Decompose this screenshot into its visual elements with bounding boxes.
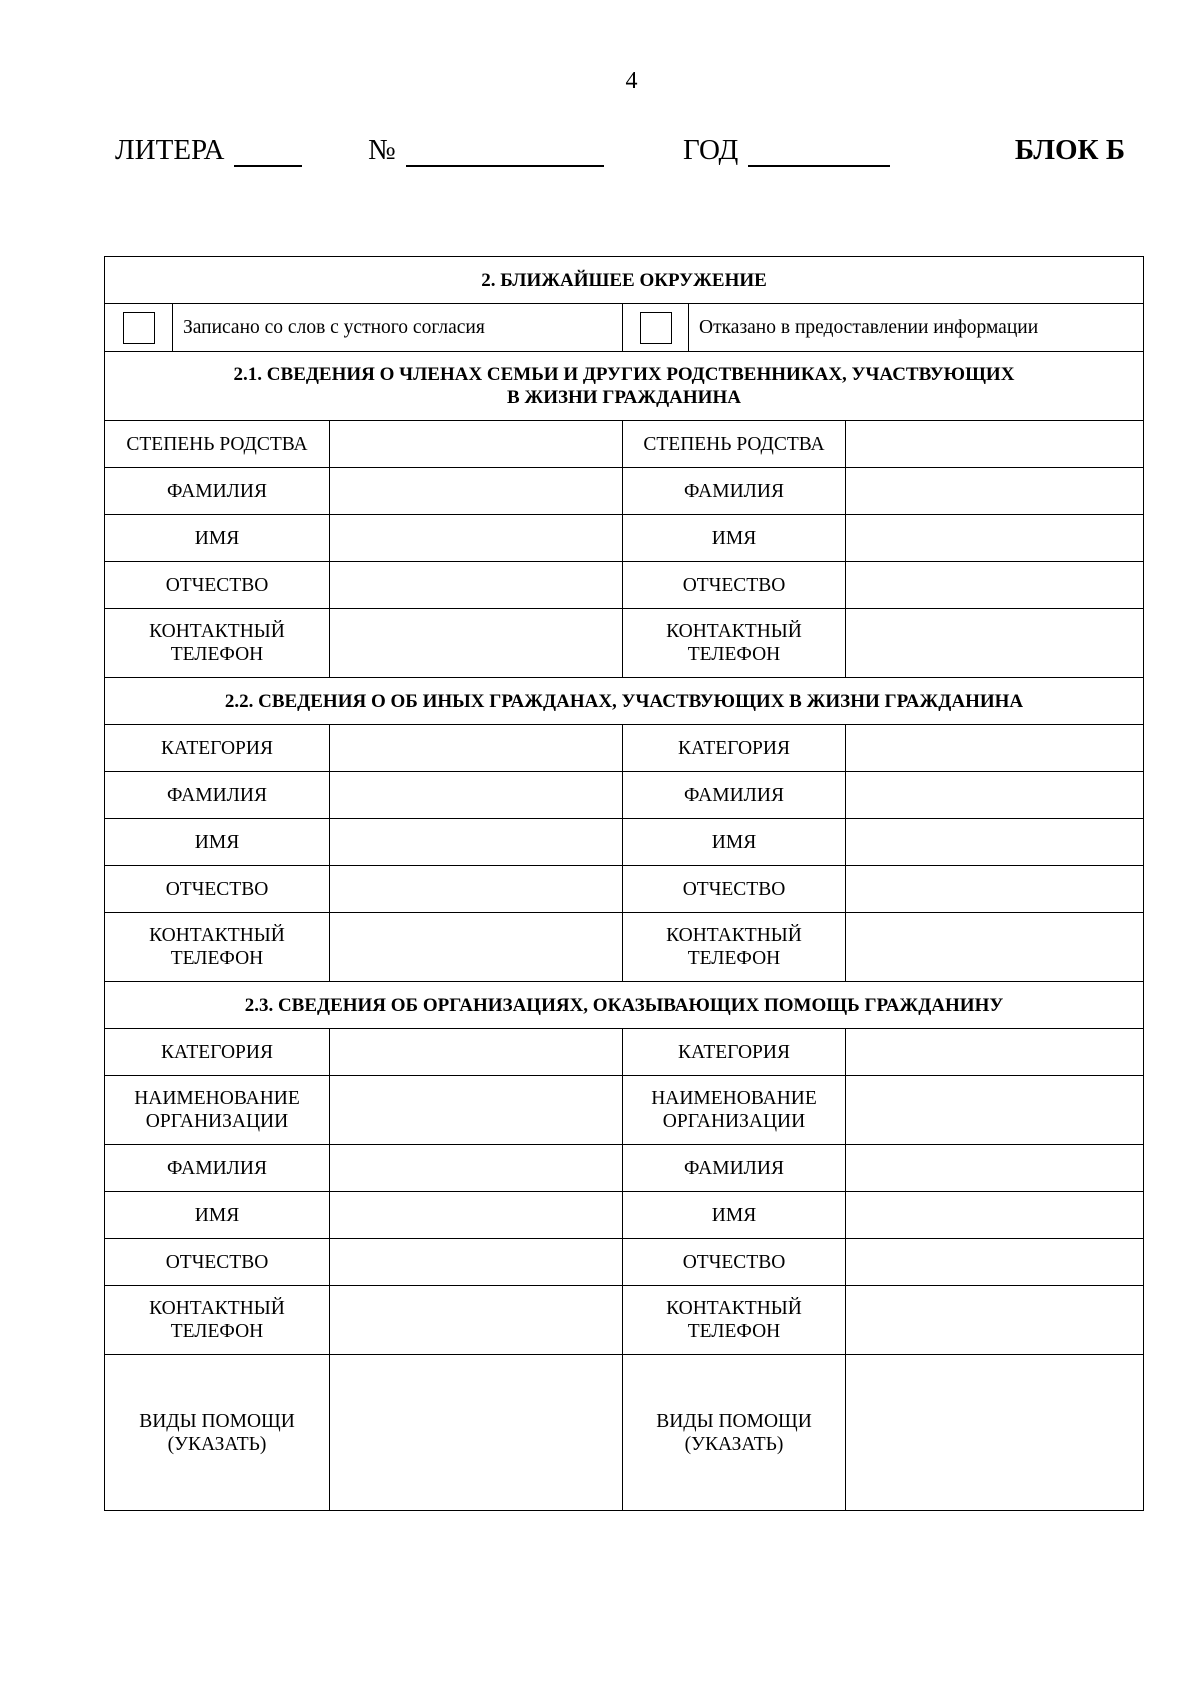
other-citizen-label-line1: ИМЯ [194,831,240,853]
relative-row [105,515,1144,562]
other-citizen-label-line1: КОНТАКТНЫЙ [149,925,285,946]
page-number: 4 [625,68,638,94]
organization-label-right [623,1029,846,1076]
other-citizen-row [105,866,1144,913]
organization-label-line1: ФАМИЛИЯ [167,1157,267,1179]
organization-label-line1: ИМЯ [711,1204,757,1226]
year-field [683,134,890,167]
organization-label-left [105,1192,330,1239]
other-citizen-label-left [105,819,330,866]
organization-value-cell-right[interactable] [846,1145,1144,1192]
organization-label-left [105,1355,330,1511]
organization-value-cell-right[interactable] [846,1286,1144,1355]
organization-row [105,1076,1144,1145]
other-citizen-label-left [105,913,330,982]
organization-value-cell-left[interactable] [330,1192,623,1239]
consent-refused-checkbox-cell[interactable] [623,304,689,352]
other-citizen-value-cell-left[interactable] [330,819,623,866]
relative-label-line2: ТЕЛЕФОН [687,644,781,665]
section-2-title: 2. БЛИЖАЙШЕЕ ОКРУЖЕНИЕ [105,257,1144,304]
relative-label-line1: ФАМИЛИЯ [167,480,267,502]
relative-label-line2: ТЕЛЕФОН [170,644,264,665]
number-field [368,134,604,167]
other-citizen-label-right [623,866,846,913]
organization-value-cell-left[interactable] [330,1239,623,1286]
relative-value-cell-left[interactable] [330,562,623,609]
relative-row [105,609,1144,678]
other-citizen-row [105,819,1144,866]
organization-label-line1: ФАМИЛИЯ [684,1157,784,1179]
organization-label-line2: (УКАЗАТЬ) [684,1433,784,1455]
other-citizen-value-cell-left[interactable] [330,772,623,819]
section-2-title-row [105,257,1144,304]
organization-label-line1: НАИМЕНОВАНИЕ [134,1088,300,1109]
relative-value-cell-right[interactable] [846,609,1144,678]
organization-label-left [105,1239,330,1286]
other-citizen-label-right [623,913,846,982]
organization-label-right [623,1286,846,1355]
other-citizen-value-cell-left[interactable] [330,725,623,772]
other-citizen-label-line1: ФАМИЛИЯ [684,784,784,806]
relative-label-line1: ФАМИЛИЯ [684,480,784,502]
organization-label-line1: КАТЕГОРИЯ [160,1041,273,1063]
relative-label-left [105,562,330,609]
other-citizen-label-right [623,772,846,819]
organization-value-cell-right[interactable] [846,1029,1144,1076]
relative-label-line1: СТЕПЕНЬ РОДСТВА [643,433,825,455]
organization-value-cell-right[interactable] [846,1192,1144,1239]
organization-label-line1: ОТЧЕСТВО [682,1251,786,1273]
other-citizen-label-right [623,725,846,772]
organization-value-cell-left[interactable] [330,1145,623,1192]
other-citizen-value-cell-left[interactable] [330,866,623,913]
organization-label-left [105,1076,330,1145]
consent-recorded-checkbox[interactable] [123,312,155,344]
organization-label-left [105,1145,330,1192]
consent-refused-checkbox[interactable] [640,312,672,344]
number-input-line[interactable] [406,137,604,167]
year-label: ГОД [683,134,739,166]
relative-value-cell-right[interactable] [846,562,1144,609]
relative-row [105,421,1144,468]
relative-value-cell-right[interactable] [846,421,1144,468]
organization-label-line1: ОТЧЕСТВО [165,1251,269,1273]
relative-label-left [105,515,330,562]
relative-value-cell-right[interactable] [846,515,1144,562]
relative-label-right [623,468,846,515]
section-2-1-title [105,352,1144,421]
relative-label-line1: КОНТАКТНЫЙ [666,621,802,642]
section-2-1-title-line1: 2.1. СВЕДЕНИЯ О ЧЛЕНАХ СЕМЬИ И ДРУГИХ РОДСТВЕННИКАХ, УЧАСТВУЮЩИХ [233,364,1015,385]
relative-label-line1: СТЕПЕНЬ РОДСТВА [126,433,308,455]
organization-label-right [623,1239,846,1286]
organization-value-cell-right[interactable] [846,1355,1144,1511]
organization-label-line1: КАТЕГОРИЯ [677,1041,790,1063]
other-citizen-label-line1: КОНТАКТНЫЙ [666,925,802,946]
relative-row [105,468,1144,515]
section-2-2-title-row [105,678,1144,725]
relative-value-cell-left[interactable] [330,421,623,468]
other-citizen-label-line1: КАТЕГОРИЯ [677,737,790,759]
organization-row [105,1286,1144,1355]
relative-label-line1: ИМЯ [194,527,240,549]
other-citizen-value-cell-right[interactable] [846,866,1144,913]
relative-label-right [623,515,846,562]
relative-label-line1: ИМЯ [711,527,757,549]
other-citizen-label-line1: ФАМИЛИЯ [167,784,267,806]
other-citizen-label-line1: КАТЕГОРИЯ [160,737,273,759]
organization-label-right [623,1355,846,1511]
other-citizen-label-left [105,772,330,819]
litera-input-line[interactable] [234,137,302,167]
organization-label-right [623,1145,846,1192]
year-input-line[interactable] [748,137,890,167]
relative-label-right [623,421,846,468]
organization-label-line1: ВИДЫ ПОМОЩИ [656,1410,812,1432]
organization-row [105,1355,1144,1511]
section-2-1-title-row [105,352,1144,421]
organization-label-line2: (УКАЗАТЬ) [167,1433,267,1455]
other-citizen-label-left [105,725,330,772]
organization-row [105,1145,1144,1192]
relative-value-cell-left[interactable] [330,468,623,515]
other-citizen-row [105,725,1144,772]
relative-label-left [105,609,330,678]
other-citizen-value-cell-left[interactable] [330,913,623,982]
organization-label-line1: ВИДЫ ПОМОЩИ [139,1410,295,1432]
relative-label-left [105,468,330,515]
relative-label-line1: КОНТАКТНЫЙ [149,621,285,642]
section-2-3-title: 2.3. СВЕДЕНИЯ ОБ ОРГАНИЗАЦИЯХ, ОКАЗЫВАЮЩИХ ПОМОЩЬ ГРАЖДАНИНУ [105,982,1144,1029]
other-citizen-row [105,772,1144,819]
organization-label-left [105,1286,330,1355]
litera-field [115,134,302,167]
form-header [115,134,1125,174]
organization-label-line2: ОРГАНИЗАЦИИ [145,1111,289,1132]
other-citizen-row [105,913,1144,982]
organization-value-cell-left[interactable] [330,1076,623,1145]
consent-refused-label: Отказано в предоставлении информации [689,304,1144,352]
organization-value-cell-left[interactable] [330,1355,623,1511]
litera-label: ЛИТЕРА [115,134,225,166]
other-citizen-value-cell-right[interactable] [846,772,1144,819]
organization-label-line1: ИМЯ [194,1204,240,1226]
other-citizen-label-line1: ОТЧЕСТВО [165,878,269,900]
organization-label-right [623,1076,846,1145]
other-citizen-label-line2: ТЕЛЕФОН [170,948,264,969]
relative-value-cell-left[interactable] [330,609,623,678]
organization-label-line1: КОНТАКТНЫЙ [149,1298,285,1319]
relative-label-right [623,609,846,678]
relative-label-line1: ОТЧЕСТВО [165,574,269,596]
consent-recorded-label: Записано со слов с устного согласия [173,304,623,352]
other-citizen-label-line1: ОТЧЕСТВО [682,878,786,900]
organization-row [105,1029,1144,1076]
organization-value-cell-right[interactable] [846,1239,1144,1286]
other-citizen-label-line1: ИМЯ [711,831,757,853]
other-citizen-value-cell-right[interactable] [846,725,1144,772]
relative-row [105,562,1144,609]
consent-recorded-checkbox-cell[interactable] [105,304,173,352]
section-2-2-title: 2.2. СВЕДЕНИЯ О ОБ ИНЫХ ГРАЖДАНАХ, УЧАСТВУЮЩИХ В ЖИЗНИ ГРАЖДАНИНА [105,678,1144,725]
organization-value-cell-right[interactable] [846,1076,1144,1145]
organization-label-line2: ТЕЛЕФОН [687,1321,781,1342]
other-citizen-value-cell-right[interactable] [846,819,1144,866]
organization-label-left [105,1029,330,1076]
other-citizen-label-left [105,866,330,913]
organization-value-cell-left[interactable] [330,1286,623,1355]
organization-row [105,1239,1144,1286]
consent-row [105,304,1144,352]
organization-label-line1: КОНТАКТНЫЙ [666,1298,802,1319]
relative-value-cell-right[interactable] [846,468,1144,515]
environment-form-table [104,256,1144,1511]
organization-row [105,1192,1144,1239]
number-label: № [368,134,396,166]
block-label: БЛОК Б [1014,134,1125,166]
other-citizen-value-cell-right[interactable] [846,913,1144,982]
relative-value-cell-left[interactable] [330,515,623,562]
relative-label-line1: ОТЧЕСТВО [682,574,786,596]
other-citizen-label-line2: ТЕЛЕФОН [687,948,781,969]
organization-value-cell-left[interactable] [330,1029,623,1076]
section-2-3-title-row [105,982,1144,1029]
organization-label-right [623,1192,846,1239]
organization-label-line2: ОРГАНИЗАЦИИ [662,1111,806,1132]
section-2-1-title-line2: В ЖИЗНИ ГРАЖДАНИНА [507,387,741,408]
other-citizen-label-right [623,819,846,866]
organization-label-line2: ТЕЛЕФОН [170,1321,264,1342]
organization-label-line1: НАИМЕНОВАНИЕ [651,1088,817,1109]
relative-label-right [623,562,846,609]
relative-label-left [105,421,330,468]
